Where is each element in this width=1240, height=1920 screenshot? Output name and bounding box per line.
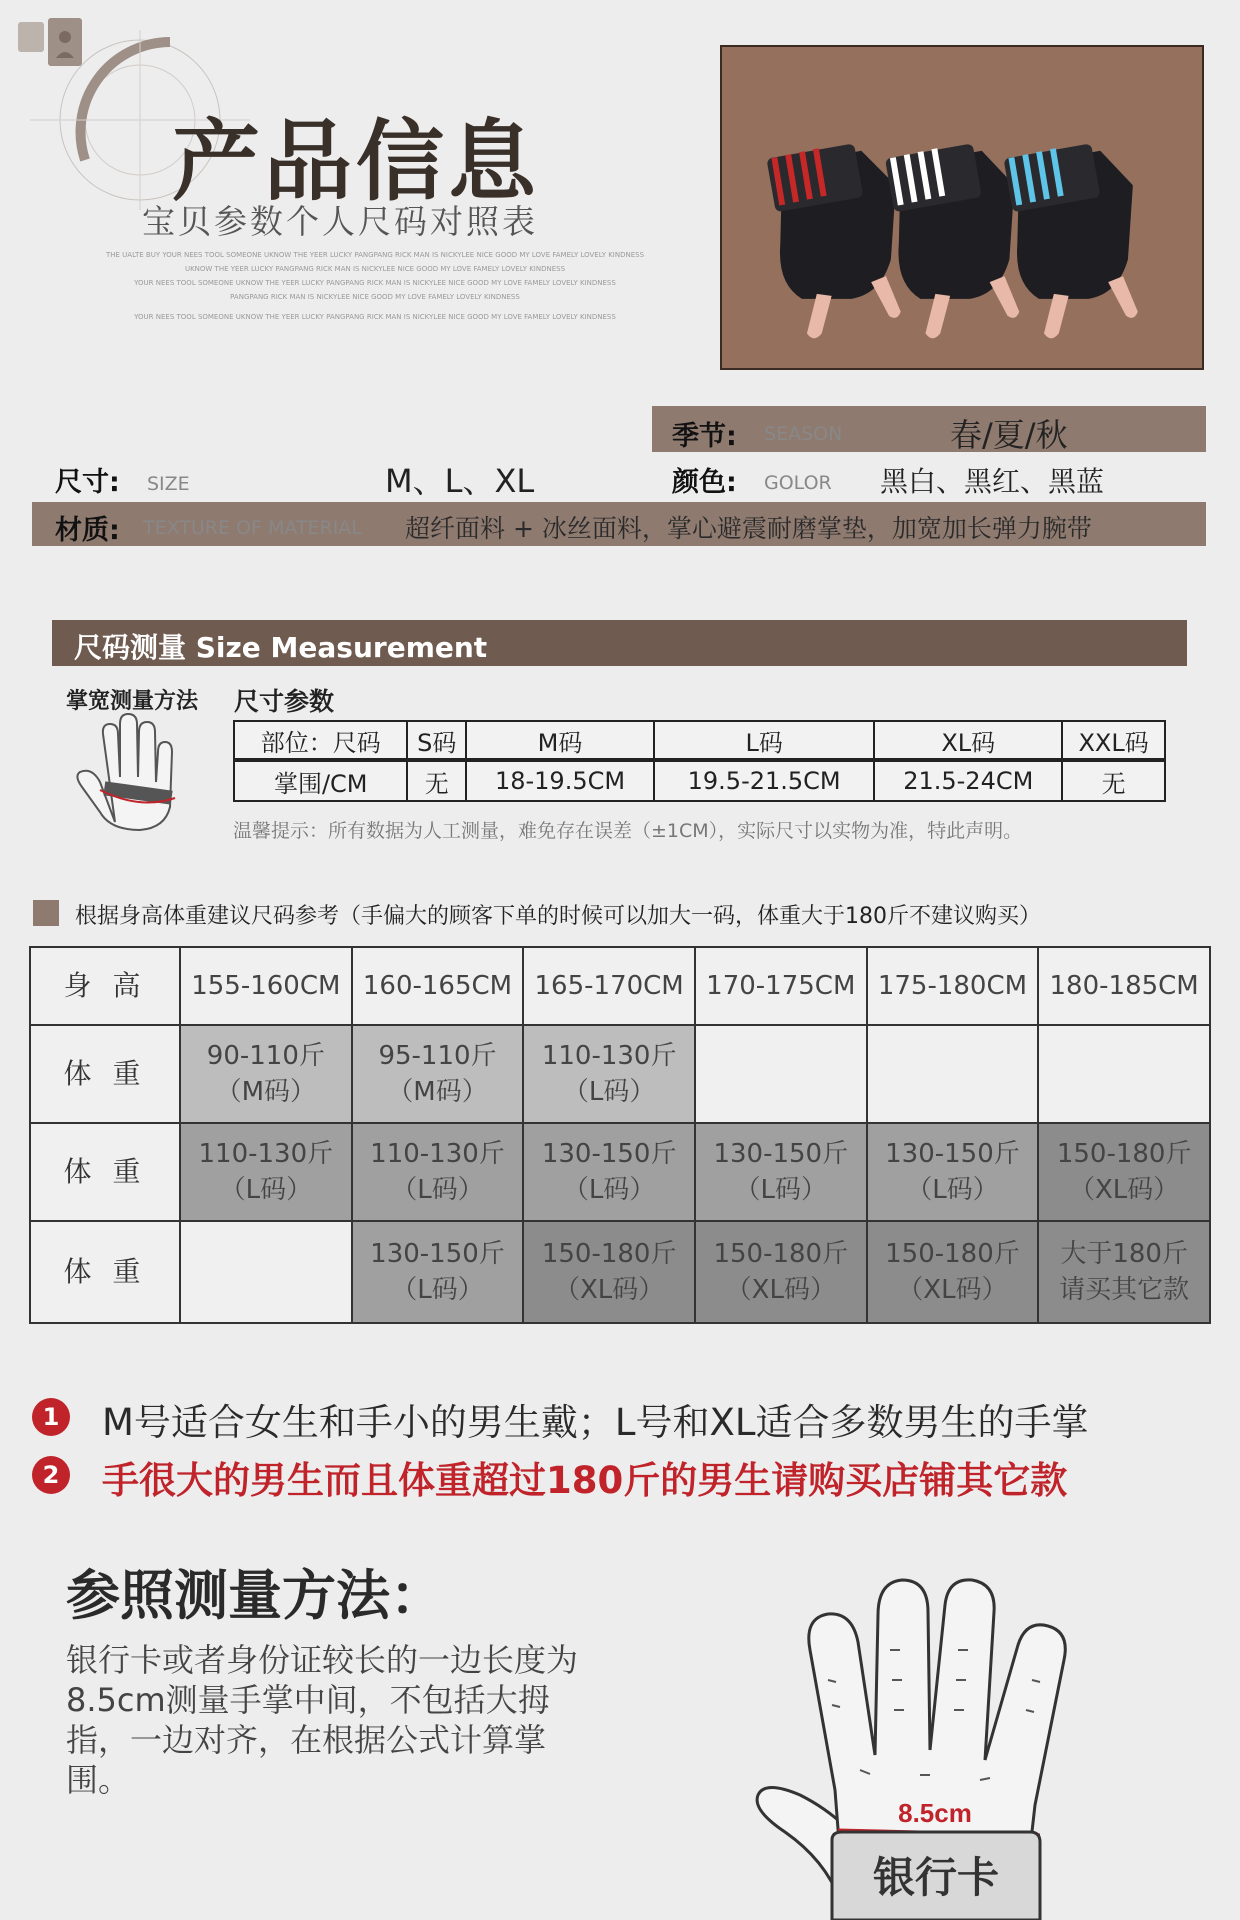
size-value: M、L、XL xyxy=(385,462,535,500)
size-header-cell: S码 xyxy=(407,721,466,760)
weight-cell: 130-150斤 （L码） xyxy=(867,1123,1039,1221)
height-cell: 180-185CM xyxy=(1038,947,1210,1025)
measure-label: 8.5cm xyxy=(898,1798,972,1828)
size-table-header-row xyxy=(234,721,1165,760)
recommendation-title: 根据身高体重建议尺码参考（手偏大的顾客下单的时候可以加大一码，体重大于180斤不建议购买） xyxy=(75,904,1041,929)
hand-card-illustration xyxy=(740,1570,1140,1920)
size-param-label: 尺寸参数 xyxy=(234,687,335,716)
height-cell: 155-160CM xyxy=(180,947,352,1025)
weight-cell: 150-180斤 （XL码） xyxy=(1038,1123,1210,1221)
size-cell: 无 xyxy=(407,760,466,801)
size-note: 温馨提示：所有数据为人工测量，难免存在误差（±1CM），实际尺寸以实物为准，特此声明。 xyxy=(233,820,1023,842)
size-header-cell: M码 xyxy=(466,721,654,760)
note-2: 手很大的男生而且体重超过180斤的男生请购买店铺其它款 xyxy=(102,1459,1068,1502)
decorative-tagline: THE UALTE BUY YOUR NEES TOOL SOMEONE UKNOW THE YEER LUCKY PANGPANG RICK MAN IS NICKYLEE NICE GOOD MY LOVE FAMELY LOVELY KINDNESS UKNOW THE YEER LUCKY PANGPANG RICK MAN IS NICKYLEE NICE GOOD MY LOVE FAMELY LOVELY KINDNESS YOUR NEES TOOL SOMEONE UKNOW THE YEER LUCKY PANGPANG RICK MAN IS NICKYLEE NICE GOOD MY LOVE FAMELY LOVELY KINDNESS PANGPANG RICK MAN IS NICKYLEE NICE GOOD MY LOVE FAMELY LOVELY KINDNESS YOUR NEES TOOL SOMEONE UKNOW THE YEER LUCKY PANGPANG RICK MAN IS NICKYLEE NICE GOOD MY LOVE FAMELY LOVELY KINDNESS xyxy=(105,251,645,321)
page-title: 产品信息 xyxy=(172,110,541,213)
weight-cell: 130-150斤 （L码） xyxy=(523,1123,695,1221)
weight-cell: 95-110斤 （M码） xyxy=(352,1025,524,1123)
color-en-label: GOLOR xyxy=(764,472,832,494)
height-cell: 160-165CM xyxy=(352,947,524,1025)
page-subtitle: 宝贝参数个人尺码对照表 xyxy=(142,202,538,241)
card-label: 银行卡 xyxy=(872,1854,1000,1901)
height-row xyxy=(30,947,1210,1025)
weight-cell-empty xyxy=(180,1221,352,1323)
material-value: 超纤面料 + 冰丝面料，掌心避震耐磨掌垫，加宽加长弹力腕带 xyxy=(405,514,1092,543)
height-label: 身 高 xyxy=(30,947,180,1025)
weight-cell: 150-180斤 （XL码） xyxy=(695,1221,867,1323)
weight-row xyxy=(30,1025,1210,1123)
weight-label: 体 重 xyxy=(30,1025,180,1123)
palm-method-label: 掌宽测量方法 xyxy=(66,689,199,714)
weight-cell: 110-130斤 （L码） xyxy=(352,1123,524,1221)
material-en-label: TEXTURE OF MATERIAL xyxy=(143,517,362,539)
size-measurement-title: 尺码测量 Size Measurement xyxy=(74,631,488,664)
note-number-2: 2 xyxy=(32,1456,70,1494)
reference-title: 参照测量方法： xyxy=(66,1564,444,1627)
color-label: 颜色: xyxy=(672,467,737,498)
size-header-cell: 部位：尺码 xyxy=(234,721,407,760)
size-cell: 21.5-24CM xyxy=(874,760,1062,801)
height-cell: 170-175CM xyxy=(695,947,867,1025)
size-header-cell: L码 xyxy=(654,721,874,760)
weight-row xyxy=(30,1221,1210,1323)
weight-cell-empty xyxy=(1038,1025,1210,1123)
glove-2 xyxy=(885,143,1019,338)
weight-cell-empty xyxy=(695,1025,867,1123)
material-label: 材质: xyxy=(55,515,120,546)
glove-3 xyxy=(1003,143,1137,338)
size-cell: 18-19.5CM xyxy=(466,760,654,801)
weight-cell: 150-180斤 （XL码） xyxy=(867,1221,1039,1323)
weight-label: 体 重 xyxy=(30,1123,180,1221)
size-header-cell: XXL码 xyxy=(1062,721,1165,760)
season-en-label: SEASON xyxy=(764,423,843,445)
section-marker xyxy=(33,900,59,926)
size-cell: 无 xyxy=(1062,760,1165,801)
weight-cell: 110-130斤 （L码） xyxy=(180,1123,352,1221)
size-table xyxy=(233,720,1166,802)
hand-measure-icon xyxy=(70,712,190,837)
glove-1 xyxy=(766,143,900,338)
weight-cell: 90-110斤 （M码） xyxy=(180,1025,352,1123)
note-1: M号适合女生和手小的男生戴；L号和XL适合多数男生的手掌 xyxy=(102,1401,1089,1444)
height-cell: 175-180CM xyxy=(867,947,1039,1025)
weight-cell: 110-130斤 （L码） xyxy=(523,1025,695,1123)
color-value: 黑白、黑红、黑蓝 xyxy=(880,465,1105,498)
weight-cell: 大于180斤 请买其它款 xyxy=(1038,1221,1210,1323)
size-label: 尺寸: xyxy=(55,467,120,498)
height-cell: 165-170CM xyxy=(523,947,695,1025)
size-cell: 19.5-21.5CM xyxy=(654,760,874,801)
weight-cell: 150-180斤 （XL码） xyxy=(523,1221,695,1323)
season-label: 季节: xyxy=(672,421,737,452)
weight-cell: 130-150斤 （L码） xyxy=(352,1221,524,1323)
weight-cell-empty xyxy=(867,1025,1039,1123)
weight-row xyxy=(30,1123,1210,1221)
reference-text: 银行卡或者身份证较长的一边长度为8.5cm测量手掌中间，不包括大拇指，一边对齐，在根据公式计算掌围。 xyxy=(66,1641,579,1799)
season-value: 春/夏/秋 xyxy=(950,416,1068,454)
weight-label: 体 重 xyxy=(30,1221,180,1323)
size-cell: 掌围/CM xyxy=(234,760,407,801)
note-number-1: 1 xyxy=(32,1398,70,1436)
recommendation-table xyxy=(29,946,1211,1324)
size-header-cell: XL码 xyxy=(874,721,1062,760)
size-en-label: SIZE xyxy=(147,473,190,495)
product-photo xyxy=(720,45,1204,370)
weight-cell: 130-150斤 （L码） xyxy=(695,1123,867,1221)
size-table-row xyxy=(234,760,1165,801)
